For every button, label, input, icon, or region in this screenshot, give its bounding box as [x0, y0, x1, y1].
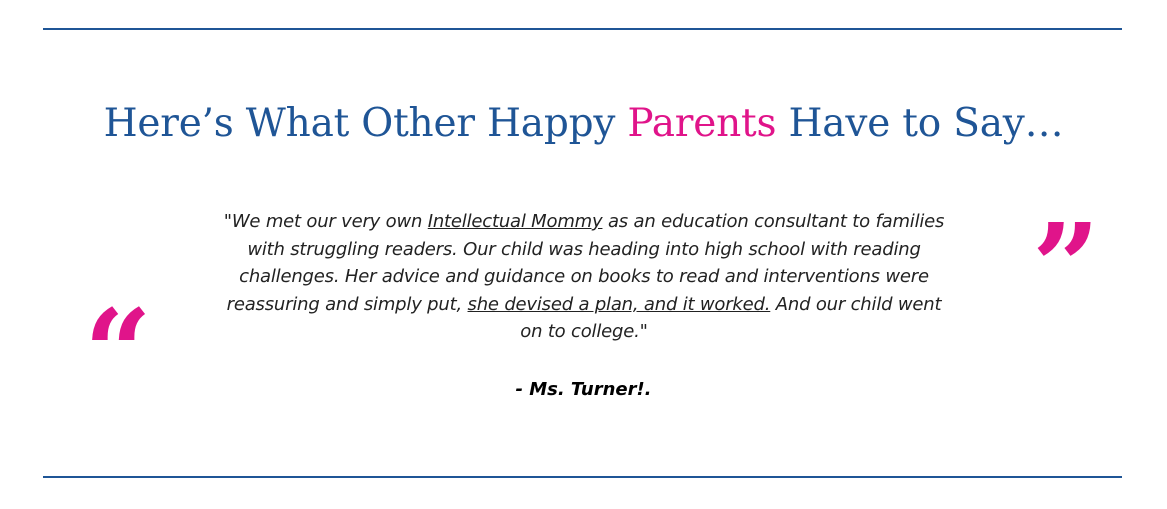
heading-text-end: Have to Say…	[776, 101, 1064, 146]
quote-text-part-3: And our child went on to college."	[520, 293, 942, 342]
close-quote-icon: ”	[1032, 197, 1100, 336]
bottom-divider	[43, 476, 1122, 478]
top-divider	[43, 28, 1122, 30]
testimonial-quote	[221, 208, 947, 346]
heading-text-start: Here’s What Other Happy	[103, 101, 628, 146]
testimonial-author: - Ms. Turner!.	[515, 379, 652, 400]
intellectual-mommy-link[interactable]: Intellectual Mommy	[427, 211, 603, 232]
page-heading	[0, 96, 1167, 152]
heading-accent-word: Parents	[627, 101, 777, 146]
plan-worked-link[interactable]: she devised a plan, and it worked.	[467, 293, 771, 315]
open-quote-icon: “	[84, 283, 152, 422]
quote-text-part-2: as an education consultant to families with struggling readers. Our child was heading into high school with reading challenges. Her advice and guidance on books to read and interventions were reassuring and simply put,	[226, 211, 945, 315]
quote-text-part-1: "We met our very own	[223, 211, 428, 232]
